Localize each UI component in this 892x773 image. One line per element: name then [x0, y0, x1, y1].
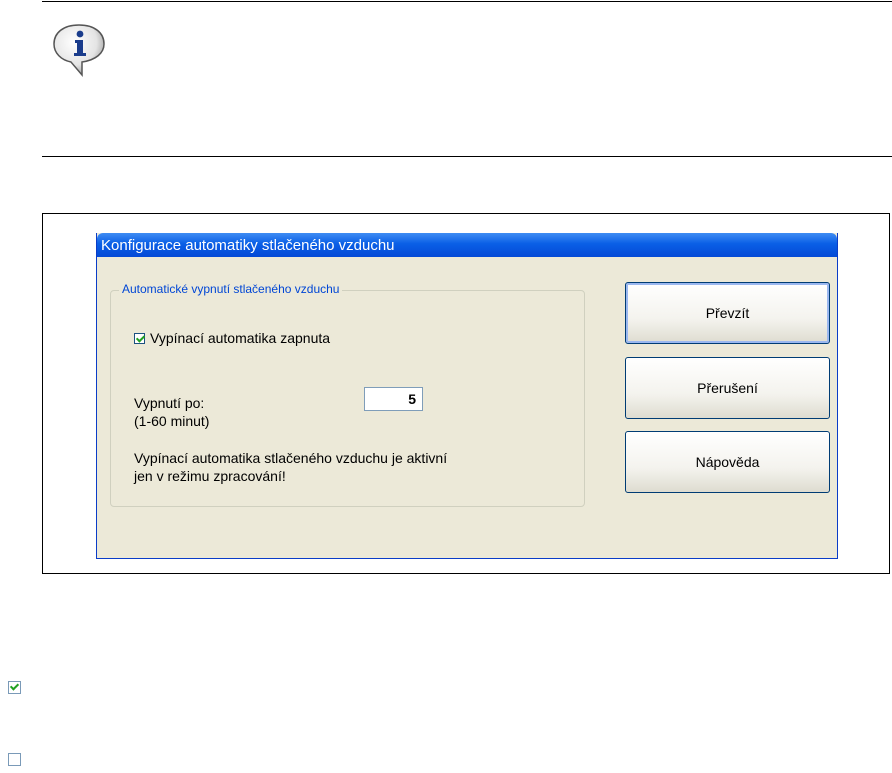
top-divider: [42, 1, 892, 2]
checkbox-unchecked-icon: [8, 753, 21, 766]
group-legend: Automatické vypnutí stlačeného vzduchu: [119, 282, 342, 296]
auto-shutoff-checkbox[interactable]: [134, 333, 145, 344]
cancel-button[interactable]: Přerušení: [625, 357, 830, 419]
help-button[interactable]: Nápověda: [625, 431, 830, 493]
delay-label: Vypnutí po:: [134, 395, 205, 411]
delay-minutes-input[interactable]: [364, 387, 423, 411]
note-line-2: jen v režimu zpracování!: [134, 468, 286, 484]
accept-button[interactable]: Převzít: [625, 282, 830, 344]
bottom-divider: [42, 156, 892, 157]
info-icon: [51, 22, 107, 78]
dialog-title: Konfigurace automatiky stlačeného vzduchu: [101, 237, 395, 254]
delay-range-label: (1-60 minut): [134, 413, 210, 429]
air-automation-dialog: [96, 233, 838, 559]
dialog-titlebar[interactable]: [97, 233, 837, 257]
note-line-1: Vypínací automatika stlačeného vzduchu je aktivní: [134, 450, 448, 466]
auto-shutoff-checkbox-row[interactable]: [134, 330, 330, 346]
auto-shutoff-checkbox-label: Vypínací automatika zapnuta: [150, 330, 331, 346]
checkbox-checked-icon: [8, 681, 21, 694]
